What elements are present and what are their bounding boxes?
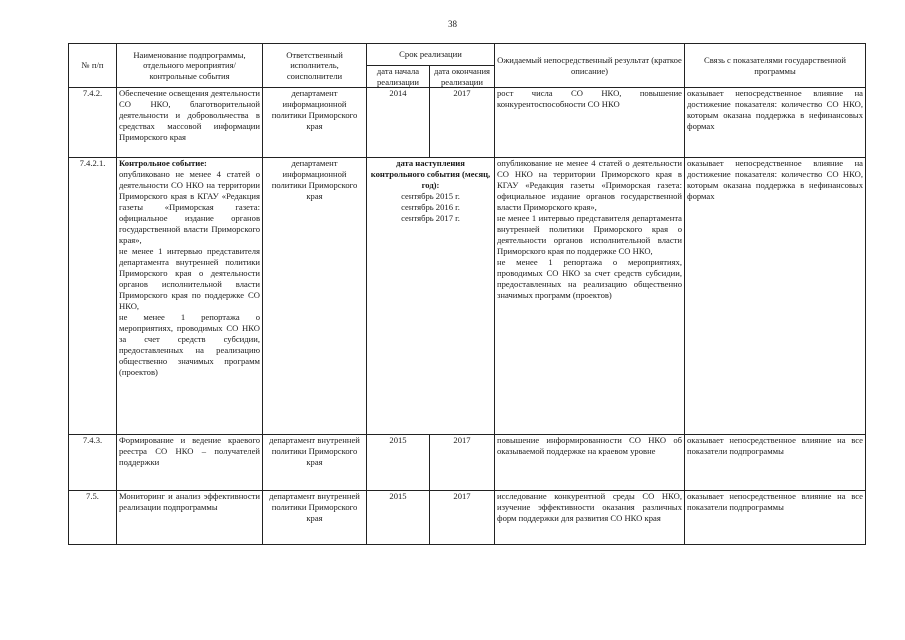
row-name: Обеспечение освещения деятельности СО НКО, благотворительной деятельности и добровольчества в средствах массовой информации Приморского края [117,88,263,158]
row-result: рост числа СО НКО, повышение конкурентоспособности СО НКО [495,88,685,158]
header-period: Срок реализации [367,44,495,66]
table-row [69,491,866,545]
header-result: Ожидаемый непосредственный результат (краткое описание) [495,44,685,88]
control-event-date-title: дата наступления контрольного события (месяц, год): [370,158,491,190]
row-number: 7.4.2.1. [69,158,117,435]
header-name: Наименование подпрограммы, отдельного мероприятия/ контрольные события [117,44,263,88]
row-name: Мониторинг и анализ эффективности реализации подпрограммы [117,491,263,545]
row-link: оказывает непосредственное влияние на достижение показателя: количество СО НКО, которым оказана поддержка в нефинансовых формах [685,158,866,435]
row-number: 7.4.3. [69,435,117,491]
row-link: оказывает непосредственное влияние на все показатели подпрограммы [685,491,866,545]
page-number: 38 [448,19,457,29]
header-link: Связь с показателями государственной программы [685,44,866,88]
row-end-year: 2017 [430,88,495,158]
row-end-year: 2017 [430,435,495,491]
row-start-year: 2015 [367,435,430,491]
table-row [69,435,866,491]
row-name: Формирование и ведение краевого реестра СО НКО – получателей поддержки [117,435,263,491]
row-dates-cell [367,158,495,435]
activities-table [68,43,866,545]
control-event-title: Контрольное событие: [119,158,207,168]
table-row [69,158,866,435]
row-result: повышение информированности СО НКО об оказываемой поддержке на краевом уровне [495,435,685,491]
header-start-date: дата начала реализации [367,66,430,88]
row-responsible: департамент информационной политики Приморского края [263,88,367,158]
header-num: № п/п [69,44,117,88]
row-name-cell [117,158,263,435]
row-responsible: департамент информационной политики Приморского края [263,158,367,435]
table-row [69,88,866,158]
row-result: исследование конкурентной среды СО НКО, изучение эффективности оказания различных форм поддержки для развития СО НКО края [495,491,685,545]
row-responsible: департамент внутренней политики Приморского края [263,491,367,545]
row-start-year: 2014 [367,88,430,158]
row-number: 7.4.2. [69,88,117,158]
row-name: опубликовано не менее 4 статей о деятельности СО НКО на территории Приморского края в КГАУ «Редакция газеты «Приморская газета: официальное издание органов государственной власти Приморского края», не менее 1 интервью представителя департамента внутренней политики Приморского края о деятельности органов исполнительной власти Приморского края по поддержке СО НКО, не менее 1 репортажа о мероприятиях, проводимых СО НКО за счет средств субсидии, предоставленных на реализацию общественно значимых программ (проектов) [119,169,260,377]
row-link: оказывает непосредственное влияние на все показатели подпрограммы [685,435,866,491]
row-link: оказывает непосредственное влияние на достижение показателя: количество СО НКО, которым оказана поддержка в нефинансовых формах [685,88,866,158]
control-event-dates: сентябрь 2015 г. сентябрь 2016 г. сентябрь 2017 г. [401,191,460,223]
row-number: 7.5. [69,491,117,545]
header-responsible: Ответственный исполнитель, соисполнители [263,44,367,88]
row-responsible: департамент внутренней политики Приморского края [263,435,367,491]
row-result: опубликование не менее 4 статей о деятельности СО НКО на территории Приморского края в КГАУ «Редакция газеты «Приморская газета: официальное издание органов государственной власти Приморского края», не менее 1 интервью представителя департамента внутренней политики Приморского края о деятельности органов исполнительной власти Приморского края по поддержке СО НКО, не менее 1 репортажа о мероприятиях, проводимых СО НКО за счет средств субсидии, предоставленных на реализацию общественно значимых программ (проектов) [495,158,685,435]
header-end-date: дата окончания реализации [430,66,495,88]
row-end-year: 2017 [430,491,495,545]
row-start-year: 2015 [367,491,430,545]
